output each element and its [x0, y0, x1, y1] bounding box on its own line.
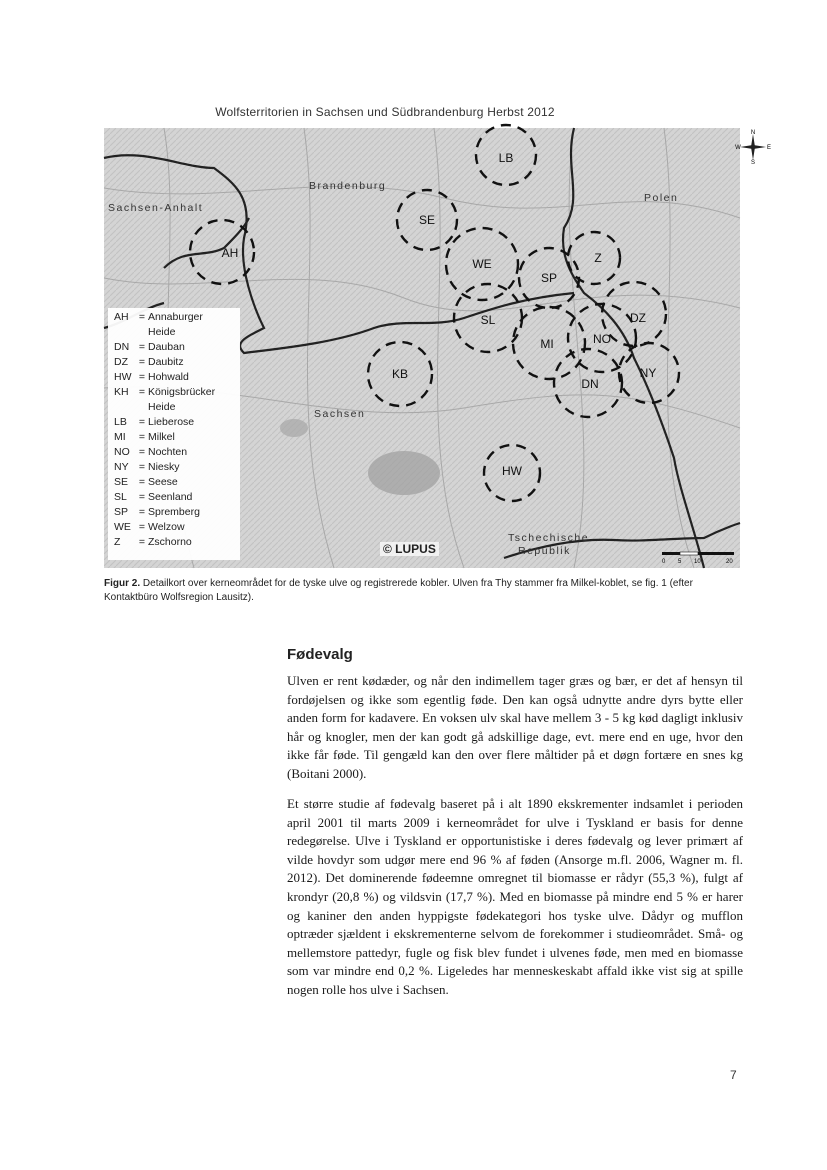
legend-name: Daubitz [148, 356, 184, 368]
legend-equals: = [138, 341, 146, 353]
legend-name-continued: Heide [148, 401, 176, 413]
territory-label-sp: SP [540, 271, 558, 285]
territory-label-dz: DZ [630, 311, 646, 325]
legend-code: WE [114, 521, 131, 533]
page-number: 7 [730, 1068, 737, 1082]
legend-item [114, 310, 240, 325]
legend-code: MI [114, 431, 126, 443]
scale-20: 20 [726, 559, 733, 565]
compass-e: E [766, 145, 772, 151]
scale-0: 0 [662, 559, 666, 565]
legend-code: LB [114, 416, 127, 428]
territory-label-dn: DN [581, 377, 599, 391]
territory-label-hw: HW [502, 464, 522, 478]
legend-code: KH [114, 386, 129, 398]
section-heading: Fødevalg [287, 646, 353, 663]
scale-5: 5 [678, 559, 682, 565]
state-label-sachsen-anhalt: Sachsen-Anhalt [108, 202, 204, 214]
state-label-brandenburg: Brandenburg [309, 180, 387, 192]
legend-code: Z [114, 536, 121, 548]
legend-item [114, 430, 240, 445]
legend-code: SP [114, 506, 129, 518]
legend-item [114, 340, 240, 355]
legend-item [114, 460, 240, 475]
legend-item [114, 520, 240, 535]
paragraph-2: Et større studie af fødevalg baseret på i alt 1890 ekskrementer indsamlet i perioden april 2001 til marts 2009 i kerneområdet for ulve i Tyskland er basis for denne redegørelse. Ulve i Tyskland er opportunistiske i deres fødevalg og lever primært af vilde hovdyr som udgør mere end 96 % af føden (Ansorge m.fl. 2006, Wagner m. fl. 2012). Det dominerende fødeemne omregnet til biomasse er rådyr (55,3 %), fulgt af krondyr (20,8 %) og vildsvin (17,7 %). Med en biomasse på mindre end 5 % er harer og kaniner den anden hyppigste fødekategori hos tyske ulve. Dådyr og mufflon optræder sjældent i ekskrementerne selvom de forekommer i studieområdet. Små- og mellemstore pattedyr, fugle og fisk blev fundet i ulvenes føde, men med en biomasse som var mindre end 0,2 %. Ligeledes har menneskeskabt affald ikke vist sig at spille nogen rolle hos ulve i Sachsen. [287, 796, 743, 997]
legend-equals: = [138, 371, 146, 383]
state-label-sachsen: Sachsen [314, 408, 366, 420]
territory-label-ny: NY [639, 366, 657, 380]
legend-code: AH [114, 311, 129, 323]
legend-code: SL [114, 491, 127, 503]
legend-name: Lieberose [148, 416, 195, 428]
legend-name: Welzow [148, 521, 185, 533]
legend-name: Königsbrücker [148, 386, 216, 398]
caption-label: Figur 2. [104, 578, 141, 589]
legend-name: Milkel [148, 431, 175, 443]
legend-equals: = [138, 431, 146, 443]
legend-code: SE [114, 476, 129, 488]
legend-equals: = [138, 506, 146, 518]
legend-name: Hohwald [148, 371, 189, 383]
legend-code: NY [114, 461, 129, 473]
copyright-lupus: © LUPUS [380, 542, 439, 556]
territory-label-kb: KB [391, 367, 409, 381]
territory-label-z: Z [594, 251, 602, 265]
paragraph-1: Ulven er rent kødæder, og når den indimellem tager græs og bær, er det af hensyn til fordøjelsen og ikke som egentlig føde. Den kan også udnytte andre dyrs bytte eller anden form for kadavere. En voksen ulv skal have mellem 3 - 5 kg kød dagligt inklusiv hår og knogler, men der kan godt gå adskillige dage, evt. mere end en uge, hvor den ikke får føde. Til gengæld kan den over flere måltider på et døgn fortære en snes kg (Boitani 2000). [287, 673, 743, 781]
caption-text: Detailkort over kerneområdet for de tyske ulve og registrerede kobler. Ulven fra Thy stammer fra Milkel-koblet, se fig. 1 (efter Kontaktbüro Wolfsregion Lausitz). [104, 578, 693, 603]
legend-name: Seese [148, 476, 178, 488]
legend-item [114, 475, 240, 490]
territory-label-se: SE [418, 213, 436, 227]
legend-equals: = [138, 461, 146, 473]
legend-equals: = [138, 356, 146, 368]
state-label-polen: Polen [644, 192, 679, 204]
legend-code: NO [114, 446, 130, 458]
legend-code: HW [114, 371, 132, 383]
legend-item [114, 445, 240, 460]
legend-code: DZ [114, 356, 128, 368]
legend-name: Zschorno [148, 536, 192, 548]
legend-name: Annaburger [148, 311, 203, 323]
legend-name-continued: Heide [148, 326, 176, 338]
compass-s: S [750, 160, 756, 166]
legend-item [114, 505, 240, 520]
state-label-republik: Republik [518, 545, 571, 557]
legend-item [114, 385, 240, 400]
map-legend [108, 308, 240, 560]
legend-equals: = [138, 311, 146, 323]
legend-name: Niesky [148, 461, 180, 473]
compass-n: N [750, 130, 756, 136]
legend-name: Spremberg [148, 506, 200, 518]
legend-item [114, 490, 240, 505]
legend-item [114, 415, 240, 430]
territory-label-mi: MI [540, 337, 554, 351]
legend-code: DN [114, 341, 130, 353]
legend-item [114, 370, 240, 385]
legend-equals: = [138, 446, 146, 458]
territory-label-lb: LB [498, 151, 514, 165]
territory-label-ah: AH [221, 246, 239, 260]
legend-name: Seenland [148, 491, 193, 503]
legend-equals: = [138, 386, 146, 398]
territory-label-no: NO [593, 332, 611, 346]
legend-equals: = [138, 521, 146, 533]
state-label-tschechische: Tschechische [508, 532, 590, 544]
territory-label-we: WE [472, 257, 492, 271]
territory-label-sl: SL [480, 313, 496, 327]
scale-10: 10 [694, 559, 701, 565]
figure-caption [104, 577, 740, 605]
legend-equals: = [138, 476, 146, 488]
legend-name: Dauban [148, 341, 185, 353]
legend-name: Nochten [148, 446, 188, 458]
compass-w: W [735, 145, 741, 151]
legend-equals: = [138, 416, 146, 428]
legend-equals: = [138, 491, 146, 503]
map-title: Wolfsterritorien in Sachsen und Südbrandenburg Herbst 2012 [215, 105, 555, 119]
legend-item [114, 535, 240, 550]
legend-equals: = [138, 536, 146, 548]
legend-item [114, 355, 240, 370]
